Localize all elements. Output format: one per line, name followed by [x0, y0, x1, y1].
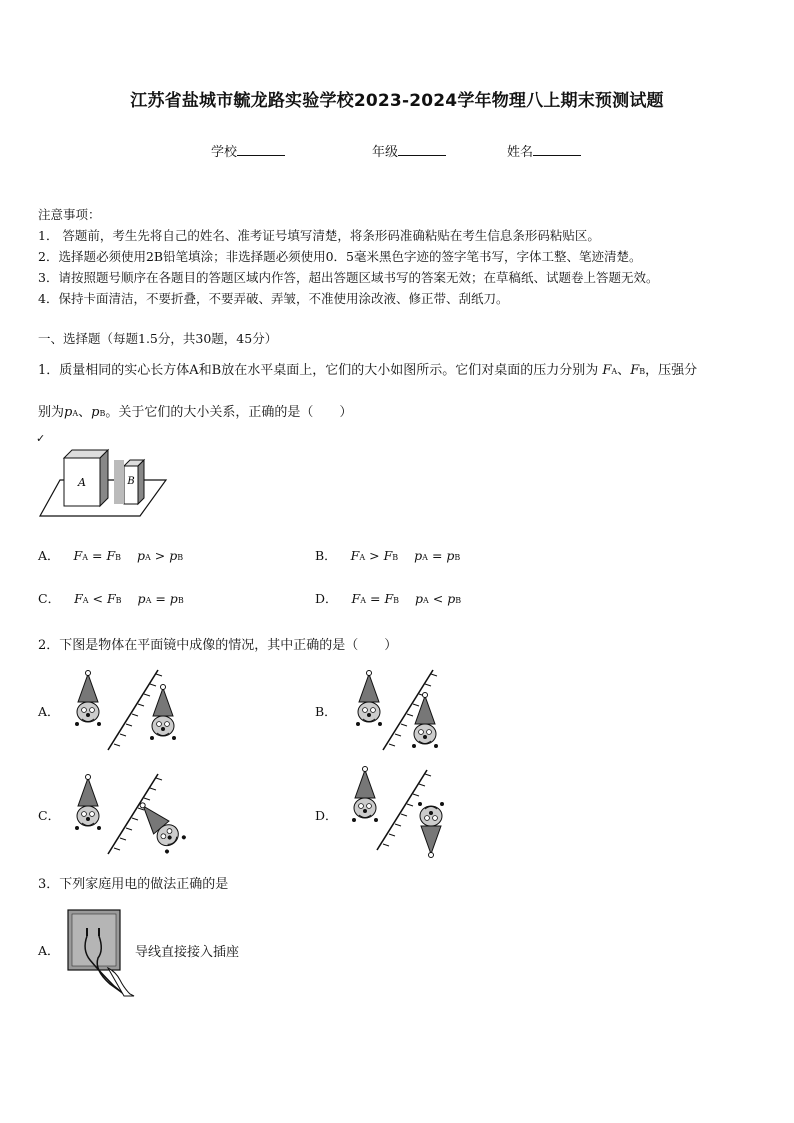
q2-figure-d [345, 766, 465, 862]
question-1-line-2: 别为pA、pB。关于它们的大小关系，正确的是（ ） [38, 405, 353, 420]
page-title: 江苏省盐城市毓龙路实验学校2023-2024学年物理八上期末预测试题 [130, 91, 664, 111]
option-label: D． [315, 591, 338, 606]
option-b-pressure: pA = pB [414, 548, 461, 563]
note-item: 2．选择题必须使用2B铅笔填涂；非选择题必须使用0．5毫米黑色字迹的签字笔书写，字体工整、笔迹清楚。 [38, 249, 642, 264]
socket-face [72, 914, 116, 966]
q2-figure-a [68, 664, 188, 756]
block-a-side [100, 450, 108, 506]
q2-figure-b [345, 664, 465, 756]
force-b-symbol: FB [630, 363, 646, 378]
block-b-shading [114, 460, 124, 504]
image-figure [418, 802, 444, 858]
note-item: 3．请按照题号顺序在各题目的答题区域内作答，超出答题区域书写的答案无效；在草稿纸、试题卷上答题无效。 [38, 270, 659, 285]
option-c-pressure: pA = pB [137, 591, 184, 606]
figure-mark: ✓ [36, 432, 46, 445]
note-item: 4．保持卡面清洁，不要折叠，不要弄破、弄皱，不准使用涂改液、修正带、刮纸刀。 [38, 291, 509, 306]
object-figure [356, 671, 382, 727]
q2-option-d-label[interactable]: D． [315, 808, 338, 823]
option-a-pressure: pA > pB [137, 548, 184, 563]
q2-option-b-label[interactable]: B． [315, 704, 337, 719]
option-b-force: FA > FB [350, 548, 399, 563]
option-c-force: FA < FB [74, 591, 122, 606]
school-field [211, 141, 285, 160]
option-label: B． [315, 548, 337, 563]
question-1-line-1: 1．质量相同的实心长方体A和B放在水平桌面上，它们的大小如图所示。它们对桌面的压力分别为 FA、FB，压强分 [38, 363, 698, 378]
q1-option-d[interactable] [315, 589, 461, 607]
question-1-text: 1．质量相同的实心长方体A和B放在水平桌面上，它们的大小如图所示。它们对桌面的压力分别为 [38, 363, 599, 378]
question-1-text-2: 别为 [38, 405, 65, 420]
socket-hole-left [86, 928, 88, 936]
block-b-side [138, 460, 144, 504]
socket-figure [64, 906, 136, 998]
block-a-label: A [78, 476, 86, 489]
pressure-b-symbol: pB [91, 405, 106, 420]
question-1-figure [38, 446, 168, 518]
option-d-pressure: pA < pB [415, 591, 462, 606]
q2-option-a-label[interactable]: A． [38, 704, 60, 719]
object-figure [75, 775, 101, 831]
image-figure [150, 685, 176, 741]
grade-blank [398, 142, 446, 156]
question-1-text-end: ，压强分 [645, 363, 698, 378]
object-figure [75, 671, 101, 727]
image-figure [412, 693, 438, 749]
name-field [507, 141, 581, 160]
option-d-force: FA = FB [351, 591, 400, 606]
section-heading: 一、选择题（每题1.5分，共30题，45分） [38, 331, 278, 346]
q1-option-c[interactable] [38, 589, 184, 607]
question-3-text: 3．下列家庭用电的做法正确的是 [38, 877, 229, 892]
force-a-symbol: FA [602, 363, 618, 378]
object-figure [352, 767, 378, 823]
question-1-text-3: 。关于它们的大小关系，正确的是（ ） [105, 405, 353, 420]
option-label: C． [38, 591, 61, 606]
pressure-a-symbol: pA [64, 405, 79, 420]
option-a-force: FA = FB [73, 548, 122, 563]
block-b-label: B [127, 476, 135, 487]
school-blank [237, 142, 285, 156]
grade-label: 年级 [372, 145, 399, 160]
socket-hole-right [98, 928, 100, 936]
q2-figure-c [68, 770, 188, 862]
grade-field [372, 141, 446, 160]
notes-heading: 注意事项： [38, 207, 101, 222]
q1-option-a[interactable] [38, 546, 183, 564]
question-2-text: 2．下图是物体在平面镜中成像的情况，其中正确的是（ ） [38, 638, 398, 653]
q1-option-b[interactable] [315, 546, 460, 564]
q3-option-a-text: 导线直接接入插座 [135, 945, 240, 960]
school-label: 学校 [211, 145, 238, 160]
q3-option-a-label[interactable]: A． [38, 943, 60, 958]
name-label: 姓名 [507, 145, 534, 160]
q2-option-c-label[interactable]: C． [38, 808, 61, 823]
note-item: 1． 答题前，考生先将自己的姓名、准考证号填写清楚，将条形码准确粘贴在考生信息条形码粘贴区。 [38, 228, 600, 243]
name-blank [533, 142, 581, 156]
option-label: A． [38, 548, 60, 563]
